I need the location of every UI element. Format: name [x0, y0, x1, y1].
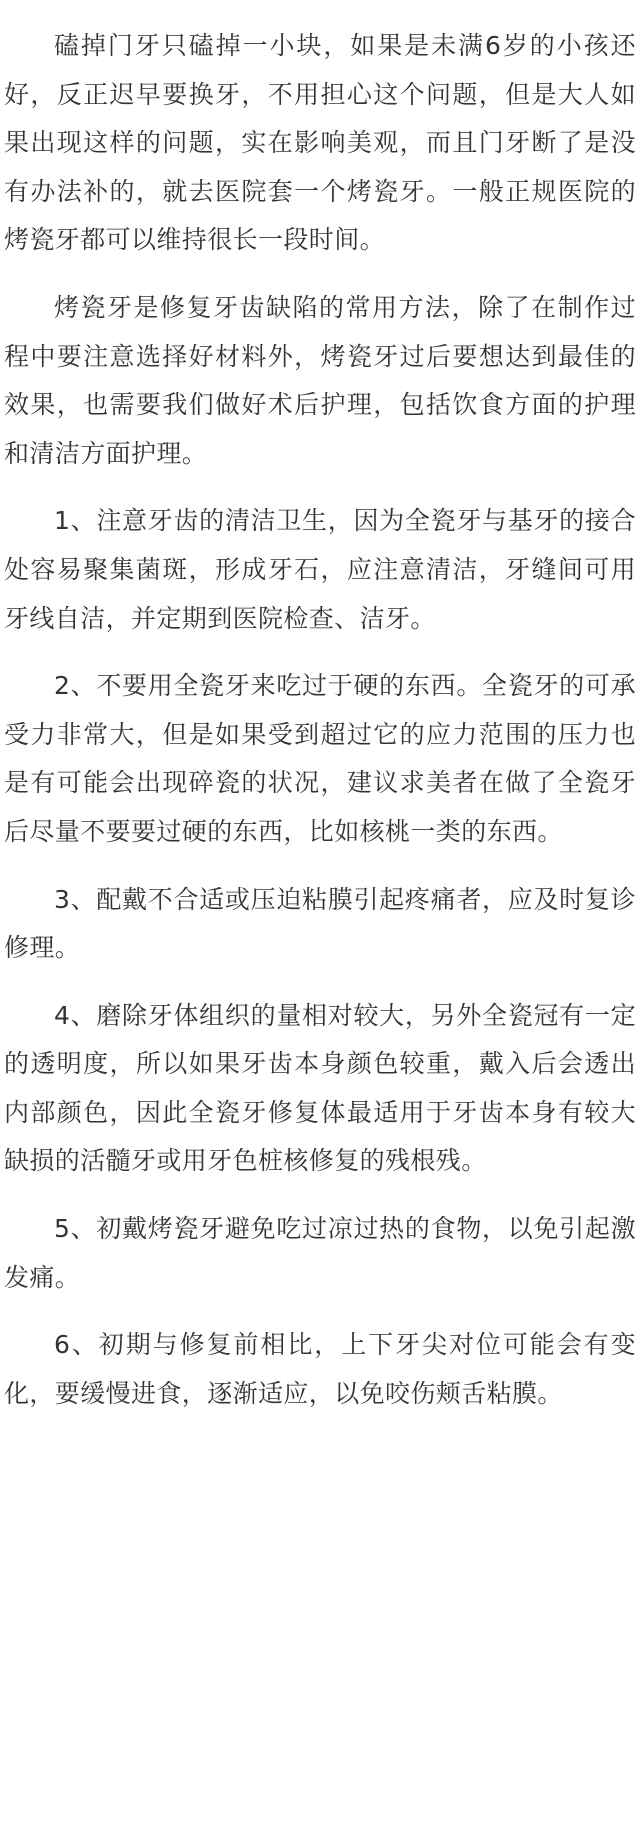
paragraph-tip-3: 3、配戴不合适或压迫粘膜引起疼痛者，应及时复诊修理。: [4, 884, 636, 963]
paragraph-intro: 磕掉门牙只磕掉一小块，如果是未满6岁的小孩还好，反正迟早要换牙，不用担心这个问题，但是大人如果出现这样的问题，实在影响美观，而且门牙断了是没有办法补的，就去医院套一个烤瓷牙。一般正规医院的烤瓷牙都可以维持很长一段时间。: [4, 31, 636, 255]
paragraph-tip-5: 5、初戴烤瓷牙避免吃过凉过热的食物，以免引起激发痛。: [4, 1214, 636, 1292]
paragraph-overview: 烤瓷牙是修复牙齿缺陷的常用方法，除了在制作过程中要注意选择好材料外，烤瓷牙过后要想达到最佳的效果，也需要我们做好术后护理，包括饮食方面的护理和清洁方面护理。: [4, 292, 636, 468]
paragraph-tip-1: 1、注意牙齿的清洁卫生，因为全瓷牙与基牙的接合处容易聚集菌斑，形成牙石，应注意清洁，牙缝间可用牙线自洁，并定期到医院检查、洁牙。: [4, 506, 636, 633]
paragraph-tip-2: 2、不要用全瓷牙来吃过于硬的东西。全瓷牙的可承受力非常大，但是如果受到超过它的应力范围的压力也是有可能会出现碎瓷的状况，建议求美者在做了全瓷牙后尽量不要要过硬的东西，比如核桃一类的东西。: [4, 671, 636, 846]
paragraph-tip-4: 4、磨除牙体组织的量相对较大，另外全瓷冠有一定的透明度，所以如果牙齿本身颜色较重，戴入后会透出内部颜色，因此全瓷牙修复体最适用于牙齿本身有较大缺损的活髓牙或用牙色桩核修复的残根残。: [4, 1000, 636, 1176]
paragraph-tip-6: 6、初期与修复前相比，上下牙尖对位可能会有变化，要缓慢进食，逐渐适应，以免咬伤颊舌粘膜。: [4, 1330, 636, 1408]
